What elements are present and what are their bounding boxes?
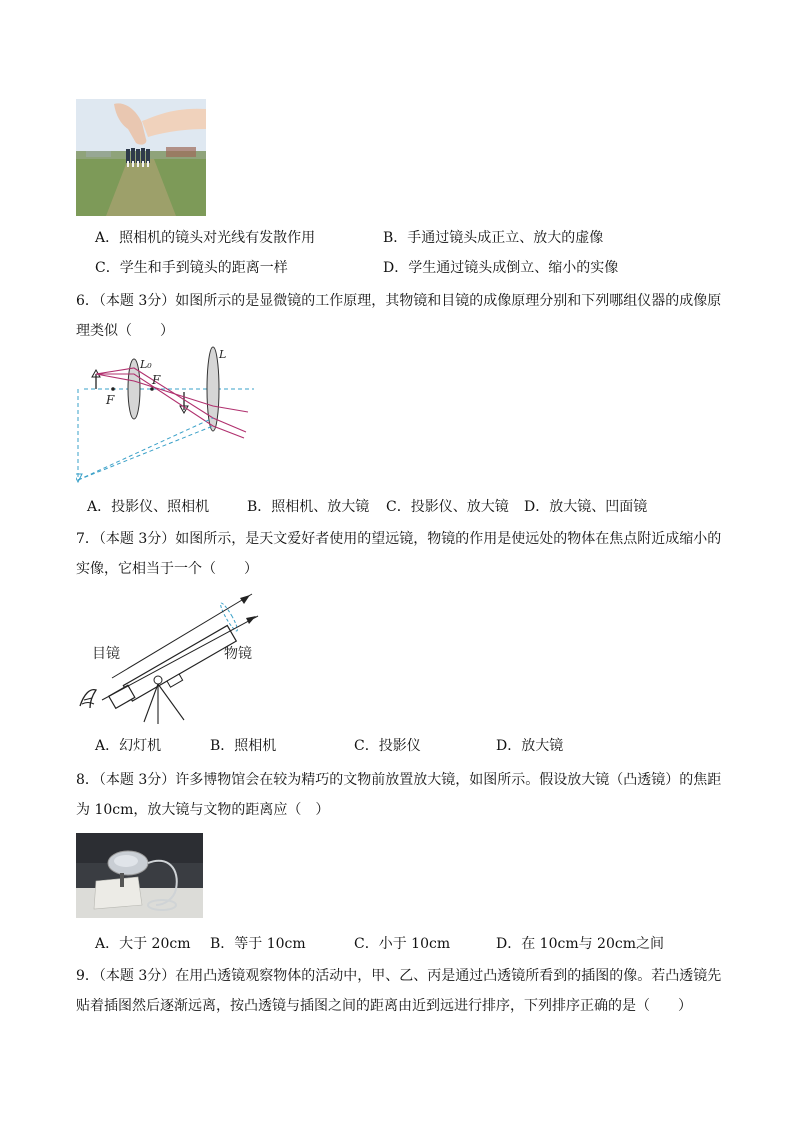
q8-option-a: A．大于 20cm (95, 936, 191, 952)
hand-field-illustration (76, 99, 206, 216)
q8-stem-line2: 为 10cm，放大镜与文物的距离应（ ） (76, 802, 330, 818)
q7-option-d: D．放大镜 (496, 738, 564, 754)
q6-option-d: D．放大镜、凹面镜 (524, 499, 648, 515)
q9-stem-line2: 贴着插图然后逐渐远离，按凸透镜与插图之间的距离由近到远进行排序，下列排序正确的是（ ） (76, 998, 692, 1014)
q8-option-b: B．等于 10cm (210, 936, 306, 952)
q7-option-a: A．幻灯机 (95, 738, 162, 754)
label-F-left: F (106, 393, 115, 407)
q6-option-c: C．投影仪、放大镜 (386, 499, 509, 515)
q5-option-a: A．照相机的镜头对光线有发散作用 (95, 230, 316, 246)
q6-option-a: A．投影仪、照相机 (87, 499, 210, 515)
telescope-diagram (76, 588, 266, 728)
q5-option-c: C．学生和手到镜头的距离一样 (95, 260, 288, 276)
label-L0: L₀ (140, 358, 152, 371)
museum-magnifier-photo (76, 833, 203, 918)
q5-option-d: D．学生通过镜头成倒立、缩小的实像 (383, 260, 619, 276)
q6-stem-line1: 6．（本题 3分）如图所示的是显微镜的工作原理，其物镜和目镜的成像原理分别和下列哪组仪器的成像原 (76, 293, 722, 309)
microscope-diagram (76, 346, 256, 486)
label-F-right: F (152, 373, 161, 387)
q6-stem-line2: 理类似（ ） (76, 323, 174, 339)
label-L: L (219, 348, 227, 361)
label-eyepiece: 目镜 (92, 646, 120, 662)
label-objective: 物镜 (224, 646, 252, 662)
q7-stem-line1: 7．（本题 3分）如图所示，是天文爱好者使用的望远镜，物镜的作用是使远处的物体在焦点附近成缩小的 (76, 531, 722, 547)
q8-option-c: C．小于 10cm (354, 936, 451, 952)
q8-option-d: D．在 10cm与 20cm之间 (496, 936, 664, 952)
q9-stem-line1: 9．（本题 3分）在用凸透镜观察物体的活动中，甲、乙、丙是通过凸透镜所看到的插图的像。若凸透镜先 (76, 968, 722, 984)
q6-option-b: B．照相机、放大镜 (247, 499, 370, 515)
q7-option-b: B．照相机 (210, 738, 277, 754)
q7-stem-line2: 实像，它相当于一个（ ） (76, 561, 258, 577)
hand-field-photo (76, 99, 206, 216)
q8-stem-line1: 8．（本题 3分）许多博物馆会在较为精巧的文物前放置放大镜，如图所示。假设放大镜（凸透镜）的焦距 (76, 772, 722, 788)
q7-option-c: C．投影仪 (354, 738, 421, 754)
q5-option-b: B．手通过镜头成正立、放大的虚像 (383, 230, 604, 246)
